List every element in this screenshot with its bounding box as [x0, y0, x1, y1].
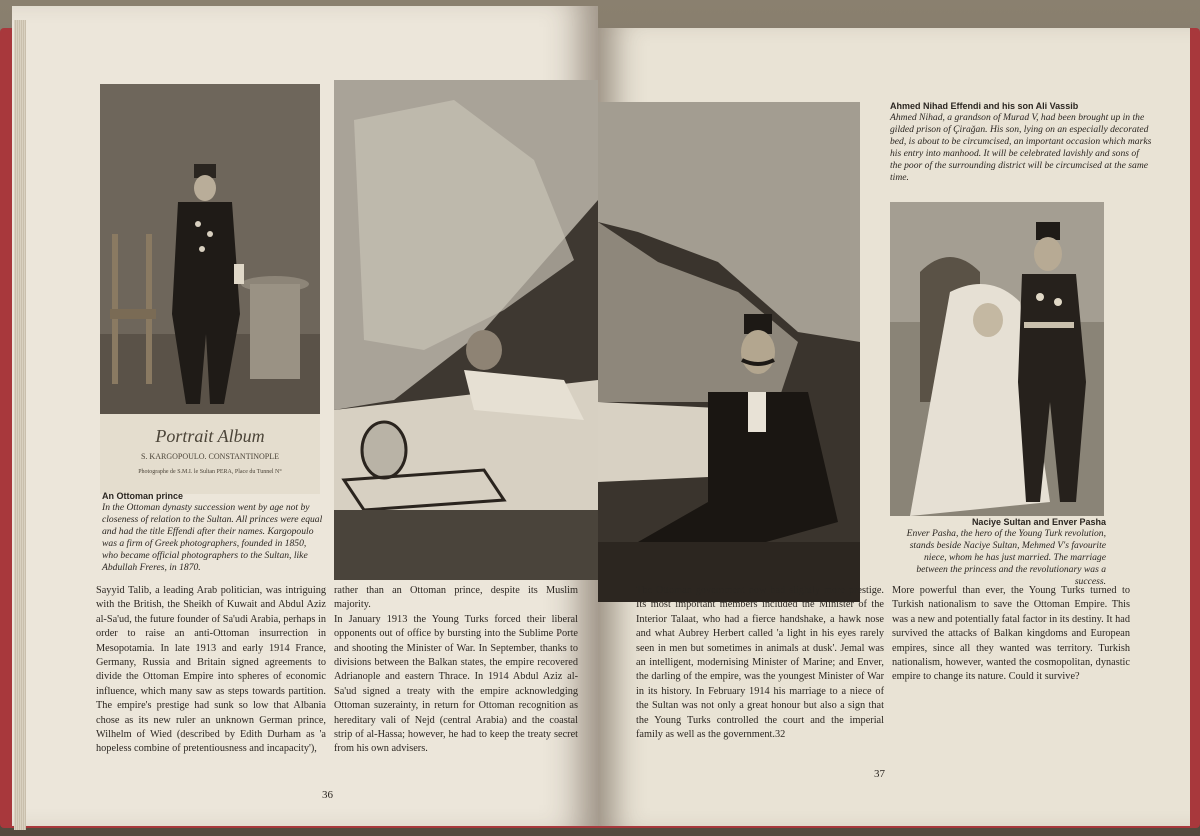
text-column-4: [892, 584, 1130, 685]
caption-prince-title: An Ottoman prince: [102, 491, 184, 501]
col1-paragraph: Sayyid Talib, a leading Arab politician, was intriguing with the British, the Sheikh of Kuwait and Abdul Aziz al-Sa'ud, the future founder of Sa'udi Arabia, perhaps in order to raise an anti-Ottoman insurrection in Mesopotamia. In late 1913 and early 1914 France, Germany, Russia and Britain signed agreements to divide the Ottoman Empire into spheres of economic influence, which many saw as steps towards partition. The empire's prestige had sunk so low that Albania chose as its new ruler an unknown German prince, Wilhelm of Wied (described by Edith Durham as 'a hopeless combine of pretentiousness and incapacity'),: [96, 585, 326, 755]
caption-wedding: [904, 516, 1106, 588]
caption-wedding-body: Enver Pasha, the hero of the Young Turk revolution, stands beside Naciye Sultan, Mehmed V's favourite niece, whom he has just married. The marriage between the princess and the revolutionary was a success.: [906, 528, 1106, 587]
col3-paragraph: The Ottoman government now had slightly more prestige. Its most important members included the Minister of the Interior Talaat, who had a fierce handshake, a hawk nose and what Aubrey Herbert called 'a light in his eyes rarely seen in men but sometimes in animals at dusk'. Jemal was an intelligent, modernising Minister of Marine; and Enver, the darling of the empire, was the youngest Minister of War in its history. In February 1914 his marriage to a niece of the Sultan was not only a great honour but also a sign that the Young Turks controlled the court and the imperial family as well as the government.32: [636, 585, 884, 741]
col2-paragraph-2: In January 1913 the Young Turks forced their liberal opponents out of office by bursting into the Sublime Porte and shooting the Minister of War. In September, thanks to divisions between the Balkan states, the empire recovered Adrianople and eastern Thrace. In 1914 Abdul Aziz al-Sa'ud signed a treaty with the empire acknowledging Ottoman suzerainty, in return for Ottoman recognition as hereditary vali of Nejd (central Arabia) and the coastal strip of al-Hassa; however, he had to keep the treaty secret from his own advisers.: [334, 613, 578, 755]
text-column-3: [636, 584, 884, 742]
photo-ottoman-prince: [100, 84, 320, 494]
caption-bed-title: Ahmed Nihad Effendi and his son Ali Vassib: [890, 101, 1079, 111]
photo-bed-right: [598, 102, 860, 602]
page-edge: [14, 20, 26, 830]
caption-prince-body: In the Ottoman dynasty succession went by age not by closeness of relation to the Sultan. All princes were equal and had the title Effendi after their names. Kargopoulo was a firm of Greek photographers, founded in 1850, who became official photographers to the Sultan, like Abdullah Freres, in 1870.: [102, 502, 323, 573]
photo-bed-left: [334, 80, 598, 580]
photo-wedding: [890, 202, 1104, 516]
col4-paragraph: More powerful than ever, the Young Turks turned to Turkish nationalism to save the Ottoman Empire. This was a new and potentially fatal factor in its destiny. It had survived the attacks of Balkan kingdoms and European empires, since all they wanted was territory. Turkish nationalism, however, wanted the cosmopolitan, dynastic empire to change its nature. Could it survive?: [892, 585, 1130, 683]
col2-paragraph-1: rather than an Ottoman prince, despite its Muslim majority.: [334, 585, 578, 611]
page-number-left: 36: [322, 789, 333, 801]
caption-wedding-title: Naciye Sultan and Enver Pasha: [971, 517, 1106, 527]
signage-line2: Photographe de S.M.I. le Sultan PERA, Place du Tunnel N°: [138, 469, 282, 475]
caption-prince: [102, 490, 324, 574]
caption-bed: [890, 100, 1152, 184]
right-page: [598, 28, 1190, 826]
page-number-right: 37: [874, 768, 885, 780]
text-column-2: [334, 584, 578, 757]
signage-line1: S. KARGOPOULO. CONSTANTINOPLE: [140, 452, 280, 461]
signage-top: Portrait Album: [155, 426, 265, 446]
caption-bed-body: Ahmed Nihad, a grandson of Murad V, had been brought up in the gilded prison of Çirağan. His son, lying on an especially decorated bed, is about to be circumcised, an important occasion which marks his entry into manhood. It will be celebrated lavishly and sons of the poor of the surrounding district will be circumcised at the same time.: [890, 112, 1152, 183]
text-column-1: [96, 584, 326, 757]
left-page: [12, 6, 598, 826]
